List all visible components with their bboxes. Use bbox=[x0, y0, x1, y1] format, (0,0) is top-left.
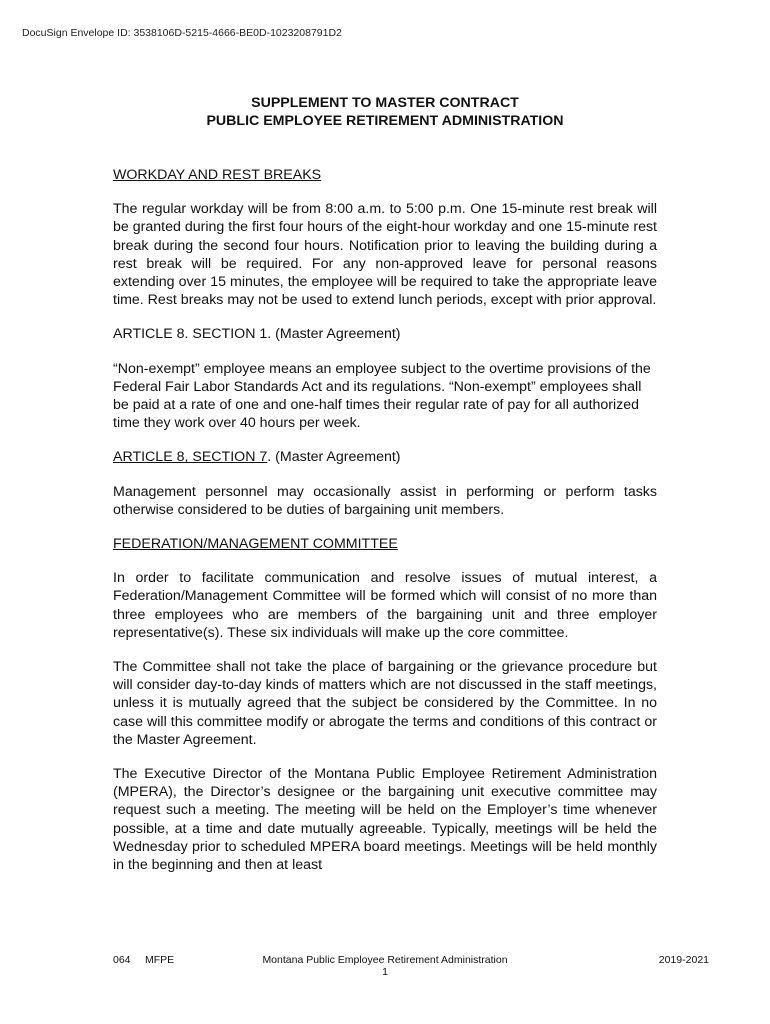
section-heading-article8-section7-underlined: ARTICLE 8, SECTION 7 bbox=[113, 449, 268, 466]
envelope-id: DocuSign Envelope ID: 3538106D-5215-4666-BE0D-1023208791D2 bbox=[22, 27, 342, 39]
section-heading-article8-section1: ARTICLE 8. SECTION 1. (Master Agreement) bbox=[113, 326, 401, 343]
section-heading-article8-section7 bbox=[113, 448, 657, 466]
footer-years: 2019-2021 bbox=[658, 954, 709, 966]
footer-doc-number: 064 bbox=[113, 954, 131, 966]
section-heading-workday: WORKDAY AND REST BREAKS bbox=[113, 167, 322, 183]
document-title-line2: PUBLIC EMPLOYEE RETIREMENT ADMINISTRATION bbox=[206, 113, 564, 129]
paragraph-committee-1: In order to facilitate communication and resolve issues of mutual interest, a Federation/Management Committee will be formed which will consist of no more than three employees who are members of the bargaining unit and three employer representative(s). These six individuals will make up the core committee. bbox=[113, 570, 657, 641]
section-heading-article8-section7-rest: . (Master Agreement) bbox=[267, 449, 401, 466]
paragraph-article8-section1: “Non-exempt” employee means an employee subject to the overtime provisions of the Federal Fair Labor Standards Act and its regulations. “Non-exempt” employees shall be paid at a rate of one and one-half times their regular rate of pay for all authorized time they work over 40 hours per week. bbox=[113, 360, 651, 432]
paragraph-committee-3: The Executive Director of the Montana Public Employee Retirement Administration (MPERA), the Director’s designee or the bargaining unit executive committee may request such a meeting. The meeting will be held on the Employer’s time whenever possible, at a time and date mutually agreeable. Typically, meetings will be held the Wednesday prior to scheduled MPERA board meetings. Meetings will be held monthly in the beginning and then at least bbox=[113, 766, 657, 874]
paragraph-committee-2: The Committee shall not take the place of bargaining or the grievance procedure but will consider day-to-day kinds of matters which are not discussed in the staff meetings, unless it is mutually agreed that the subject be considered by the Committee. In no case will this committee modify or abrogate the terms and conditions of this contract or the Master Agreement. bbox=[113, 659, 657, 748]
paragraph-workday: The regular workday will be from 8:00 a.m. to 5:00 p.m. One 15-minute rest break will be granted during the first four hours of the eight-hour workday and one 15-minute rest break during the second four hours. Notification prior to leaving the building during a rest break will be required. For any non-approved leave for personal reasons extending over 15 minutes, the employee will be required to take the appropriate leave time. Rest breaks may not be used to extend lunch periods, except with prior approval. bbox=[113, 201, 657, 309]
footer-organization: Montana Public Employee Retirement Administration bbox=[262, 954, 508, 966]
document-body bbox=[113, 166, 657, 874]
page-number: 1 bbox=[382, 966, 388, 978]
footer-doc-code: MFPE bbox=[145, 954, 175, 966]
section-heading-committee: FEDERATION/MANAGEMENT COMMITTEE bbox=[113, 536, 398, 553]
document-title-line1: SUPPLEMENT TO MASTER CONTRACT bbox=[251, 95, 519, 111]
paragraph-article8-section7: Management personnel may occasionally assist in performing or perform tasks otherwise considered to be duties of bargaining unit members. bbox=[113, 483, 657, 518]
